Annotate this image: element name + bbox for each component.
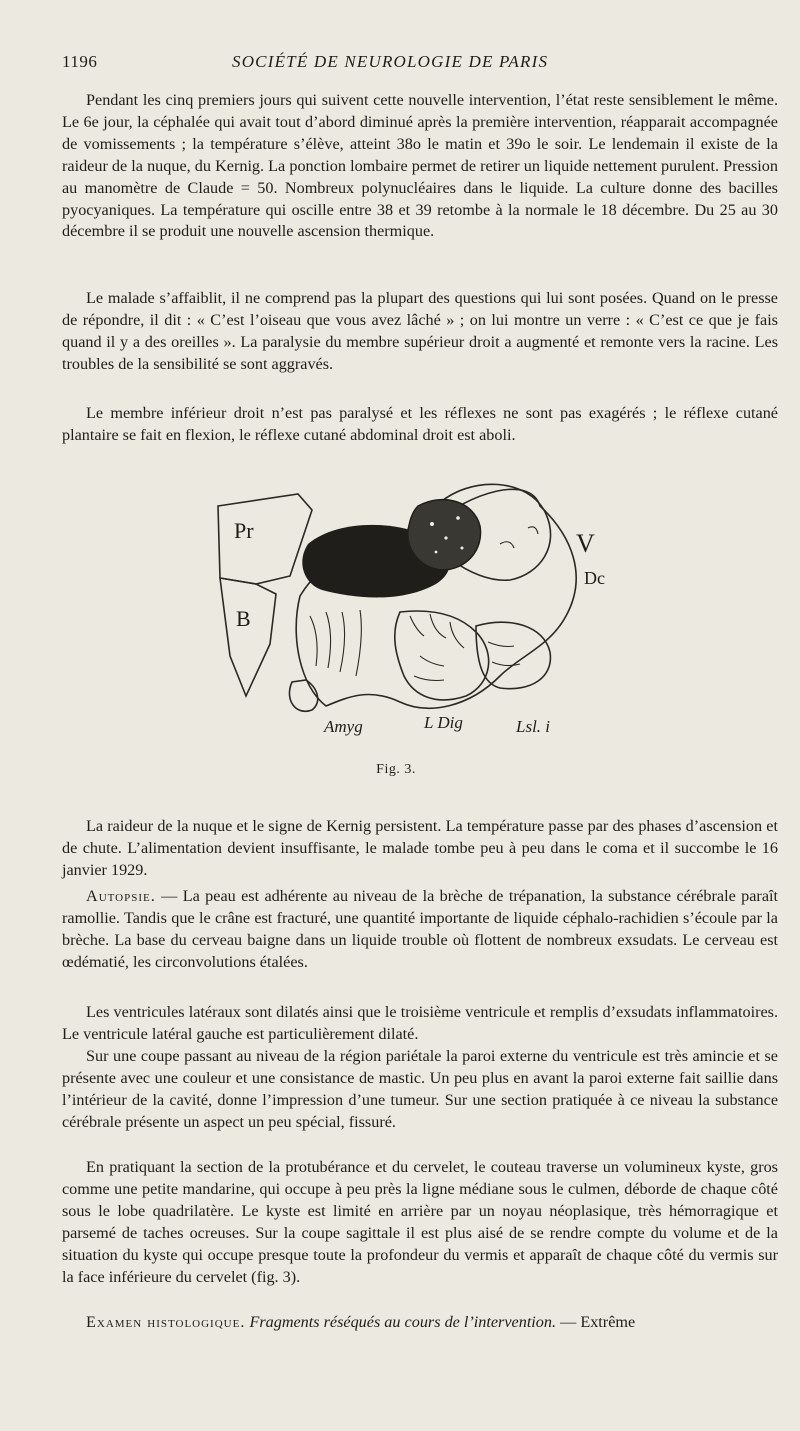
outline-tonsil — [476, 622, 550, 688]
outline-lobule — [395, 611, 489, 700]
paragraph-ventricles — [62, 1002, 778, 1046]
outline-amygdala — [289, 680, 317, 711]
label-l-dig: L Dig — [424, 713, 463, 732]
paragraph-text: Pendant les cinq premiers jours qui suivent cette nouvelle intervention, l’état reste sensiblement le même. Le 6e jour, la céphalée qui avait tout d’abord diminué après la première intervention, réapparait accompagnée de vomissements ; la température s’élève, atteint 38o le matin et 39o le soir. Le lendemain il existe de la raideur de la nuque, du Kernig. La ponction lombaire permet de retirer un liquide nettement purulent. Pression au manomètre de Claude = 50. Nombreux polynucléaires dans le liquide. La culture donne des bacilles pyocyaniques. La température qui oscille entre 38 et 39 retombe à la normale le 18 décembre. Du 25 au 30 décembre il se produit une nouvelle ascension thermique. — [62, 91, 778, 241]
label-dc: Dc — [584, 568, 605, 588]
label-amyg: Amyg — [324, 717, 363, 736]
paragraph-histology — [62, 1312, 778, 1334]
paragraph-autopsy — [62, 886, 778, 974]
histology-text: — Extrême — [556, 1313, 636, 1331]
paragraph-text: La raideur de la nuque et le signe de Kernig persistent. La température passe par des phases d’ascension et de chute. L’alimentation devient insuffisante, le malade tombe peu à peu dans le coma et il succombe le 16 janvier 1929. — [62, 817, 778, 879]
histology-heading: Examen histologique. — [86, 1313, 246, 1331]
histology-italic: Fragments réséqués au cours de l’intervention. — [245, 1313, 557, 1331]
running-title: SOCIÉTÉ DE NEUROLOGIE DE PARIS — [232, 52, 549, 71]
paragraph-cyst — [62, 1157, 778, 1288]
label-v: V — [576, 529, 595, 558]
paragraph-fever — [62, 90, 778, 243]
label-lsl: Lsl. i — [516, 717, 551, 736]
paragraph-text: Le malade s’affaiblit, il ne comprend pas la plupart des questions qui lui sont posées. Quand on le presse de répondre, il dit : « C’est l’oiseau que vous avez lâché » ; on lui montre un verre : « C’est ce que je fais quand il y a des oreilles ». La paralysie du membre supérieur droit a augmenté et remonte vers la racine. Les troubles de la sensibilité se sont aggravés. — [62, 289, 778, 373]
running-header — [62, 52, 738, 76]
autopsy-text: — La peau est adhérente au niveau de la brèche de trépanation, la substance cérébrale paraît ramollie. Tandis que le crâne est fracturé, une quantité importante de liquide céphalo-rachidien s’écoule par la brèche. La base du cerveau baigne dans un liquide trouble où flottent de nombreux exsudats. Le cerveau est œdématié, les circonvolutions étalées. — [62, 887, 778, 971]
label-b: B — [236, 606, 251, 631]
figure-caption: Fig. 3. — [376, 762, 416, 777]
paragraph-text — [62, 1312, 778, 1334]
paragraph-text: Le membre inférieur droit n’est pas paralysé et les réflexes ne sont pas exagérés ; le réflexe cutané plantaire se fait en flexion, le réflexe cutané abdominal droit est aboli. — [62, 404, 778, 444]
paragraph-text — [62, 886, 778, 974]
paragraph-text: Sur une coupe passant au niveau de la région pariétale la paroi externe du ventricule est très amincie et se présente avec une couleur et une consistance de mastic. Un peu plus en avant la paroi externe fait saillie dans l’intérieur de la cavité, donne l’impression d’une tumeur. Sur une section pratiquée à ce niveau la substance cérébrale présente un aspect un peu spécial, fissuré. — [62, 1047, 778, 1131]
page-number: 1196 — [62, 52, 98, 71]
paragraph-text: En pratiquant la section de la protubérance et du cervelet, le couteau traverse un volumineux kyste, gros comme une petite mandarine, qui occupe à peu près la ligne médiane sous le culmen, déborde de chaque côté sous le lobe quadrilatère. Le kyste est limité en arrière par un noyau néoplasique, très hémorragique et parsemé de taches ocreuses. Sur la coupe sagittale il est plus aisé de se rendre compte du volume et de la situation du kyste qui occupe presque toute la profondeur du vermis et apparaît de chaque côté du vermis sur la face inférieure du cervelet (fig. 3). — [62, 1158, 778, 1286]
brain-section-figure — [200, 466, 620, 742]
paragraph-outcome — [62, 816, 778, 882]
outline-b — [220, 578, 276, 696]
paragraph-weakening — [62, 288, 778, 376]
tumor-nodule — [408, 500, 481, 570]
paragraph-reflexes — [62, 403, 778, 447]
label-pr: Pr — [234, 518, 254, 543]
paragraph-parietal-section — [62, 1046, 778, 1134]
autopsy-heading: Autopsie. — [86, 887, 156, 905]
paragraph-text: Les ventricules latéraux sont dilatés ainsi que le troisième ventricule et remplis d’exsudats inflammatoires. Le ventricule latéral gauche est particulièrement dilaté. — [62, 1003, 778, 1043]
outline-pr — [218, 494, 312, 584]
